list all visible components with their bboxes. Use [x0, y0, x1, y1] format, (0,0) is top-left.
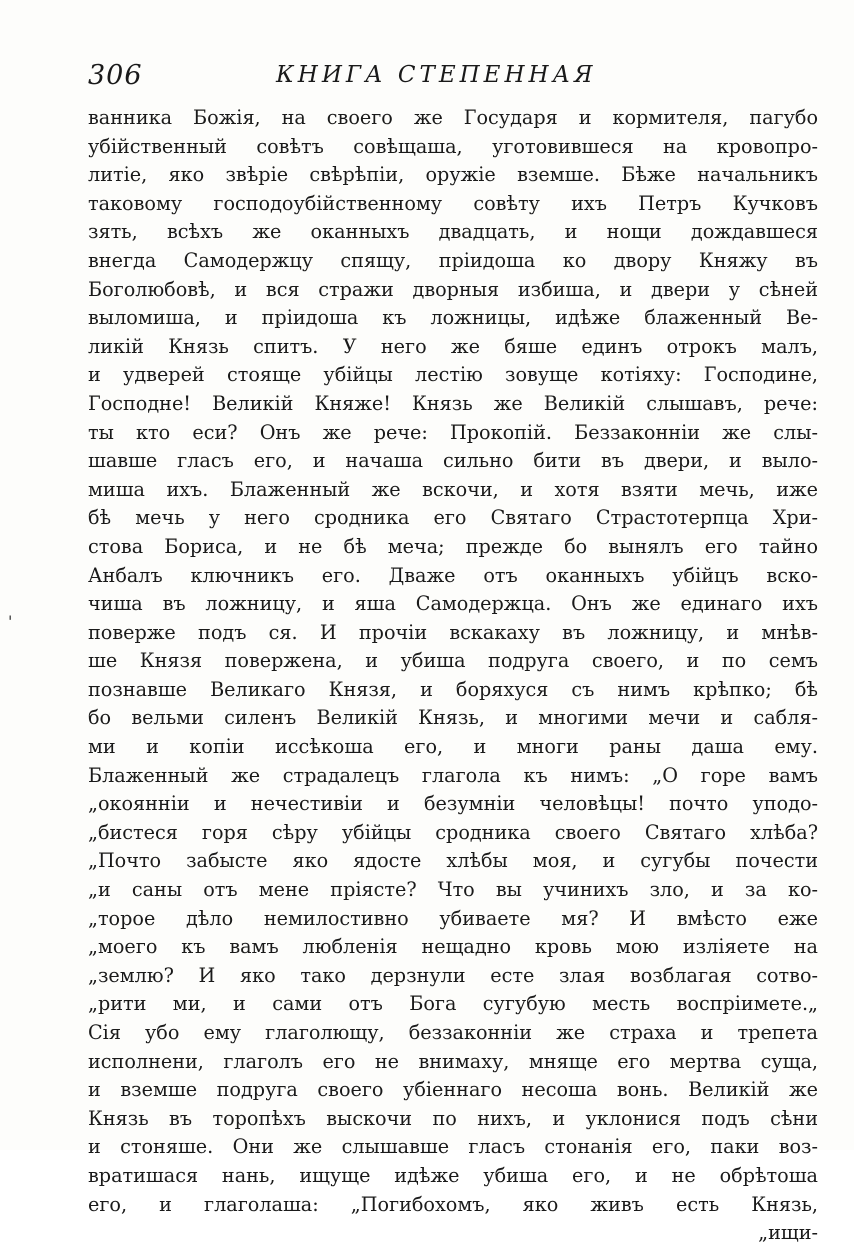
- margin-mark: ': [8, 612, 13, 631]
- text-line: „ищи-: [758, 1221, 818, 1245]
- text-line: и стоняше. Они же слышавше гласъ стонанія его, паки воз-: [88, 1135, 818, 1159]
- text-line: „торое дѣло немилостивно убиваете мя? И вмѣсто еже: [88, 906, 818, 930]
- text-line: шавше гласъ его, и начаша сильно бити въ двери, и выло-: [88, 449, 818, 473]
- text-line: ты кто еси? Онъ же рече: Прокопій. Беззаконніи же слы-: [88, 420, 818, 444]
- text-line: бѣ мечь у него сродника его Святаго Страстотерпца Хри-: [88, 506, 818, 530]
- text-line: зять, всѣхъ же оканныхъ двадцать, и нощи дождавшеся: [88, 220, 818, 244]
- text-line: таковому господоубійственному совѣту ихъ Петръ Кучковъ: [88, 191, 818, 215]
- text-line: „и саны отъ мене пріясте? Что вы учинихъ зло, и за ко-: [88, 878, 818, 902]
- text-line: „рити ми, и сами отъ Бога сугубую месть воспріимете.„: [88, 992, 818, 1016]
- page-number: 306: [88, 60, 143, 91]
- text-line: его, и глаголаша: „Погибохомъ, яко живъ есть Князь,: [88, 1192, 818, 1216]
- text-line: поверже подъ ся. И прочіи вскакаху въ ложницу, и мнѣв-: [88, 620, 818, 644]
- text-line: ликій Князь спитъ. У него же бяше единъ отрокъ малъ,: [88, 334, 818, 358]
- text-line: „окоянніи и нечестивіи и безумніи человѣцы! почто уподо-: [88, 792, 818, 816]
- text-line: убійственный совѣтъ совѣщаша, уготовившеся на кровопро-: [88, 134, 818, 158]
- text-line: ванника Божія, на своего же Государя и кормителя, пагубо: [88, 106, 818, 129]
- running-title: КНИГА СТЕПЕННАЯ: [276, 62, 597, 88]
- text-line: миша ихъ. Блаженный же вскочи, и хотя взяти мечь, иже: [88, 477, 818, 501]
- text-line: Боголюбовѣ, и вся стражи дворныя избиша, и двери у сѣней: [88, 277, 818, 301]
- page-header: [88, 60, 818, 96]
- text-line: и вземше подруга своего убіеннаго несоша вонь. Великій же: [88, 1078, 818, 1102]
- text-line: ми и копіи иссѣкоша его, и многи раны даша ему.: [88, 735, 818, 759]
- text-line: ше Князя повержена, и убиша подруга своего, и по семъ: [88, 649, 818, 673]
- text-line: познавше Великаго Князя, и боряхуся съ нимъ крѣпко; бѣ: [88, 677, 818, 701]
- text-line: „землю? И яко тако дерзнули есте злая возблагая сотво-: [88, 963, 818, 987]
- text-line: Господне! Великій Княже! Князь же Великій слышавъ, рече:: [88, 391, 818, 415]
- text-line: Сія убо ему глаголющу, беззаконніи же страха и трепета: [88, 1021, 818, 1044]
- text-line: внегда Самодержцу спящу, пріидоша ко двору Княжу въ: [88, 248, 818, 272]
- text-line: Князь въ торопѣхъ выскочи по нихъ, и уклонися подъ сѣни: [88, 1106, 818, 1130]
- body-text: [88, 104, 818, 1248]
- text-line: исполнени, глаголъ его не внимаху, мняще его мертва суща,: [88, 1049, 818, 1073]
- text-line: „бистеся горя сѣру убійцы сродника своего Святаго хлѣба?: [88, 820, 818, 844]
- text-line: Анбалъ ключникъ его. Дваже отъ оканныхъ убійцъ вско-: [88, 563, 818, 587]
- text-line: „Почто забысте яко ядосте хлѣбы моя, и сугубы почести: [88, 849, 818, 873]
- text-line: литіе, яко звѣріе свѣрѣпіи, оружіе вземше. Бѣже начальникъ: [88, 163, 818, 187]
- text-line: бо вельми силенъ Великій Князь, и многими мечи и сабля-: [88, 706, 818, 730]
- text-line: выломиша, и пріидоша къ ложницы, идѣже блаженный Ве-: [88, 306, 818, 330]
- text-line: чиша въ ложницу, и яша Самодержца. Онъ же единаго ихъ: [88, 592, 818, 616]
- text-line: вратишася нань, ищуще идѣже убиша его, и не обрѣтоша: [88, 1163, 818, 1187]
- text-line: и удверей стояще убійцы лестію зовуще котіяху: Господине,: [88, 363, 818, 387]
- text-line: „моего къ вамъ любленія нещадно кровь мою изліяете на: [88, 935, 818, 959]
- text-line: стова Бориса, и не бѣ меча; прежде бо вынялъ его тайно: [88, 534, 818, 558]
- text-line: Блаженный же страдалецъ глагола къ нимъ: „О горе вамъ: [88, 763, 818, 787]
